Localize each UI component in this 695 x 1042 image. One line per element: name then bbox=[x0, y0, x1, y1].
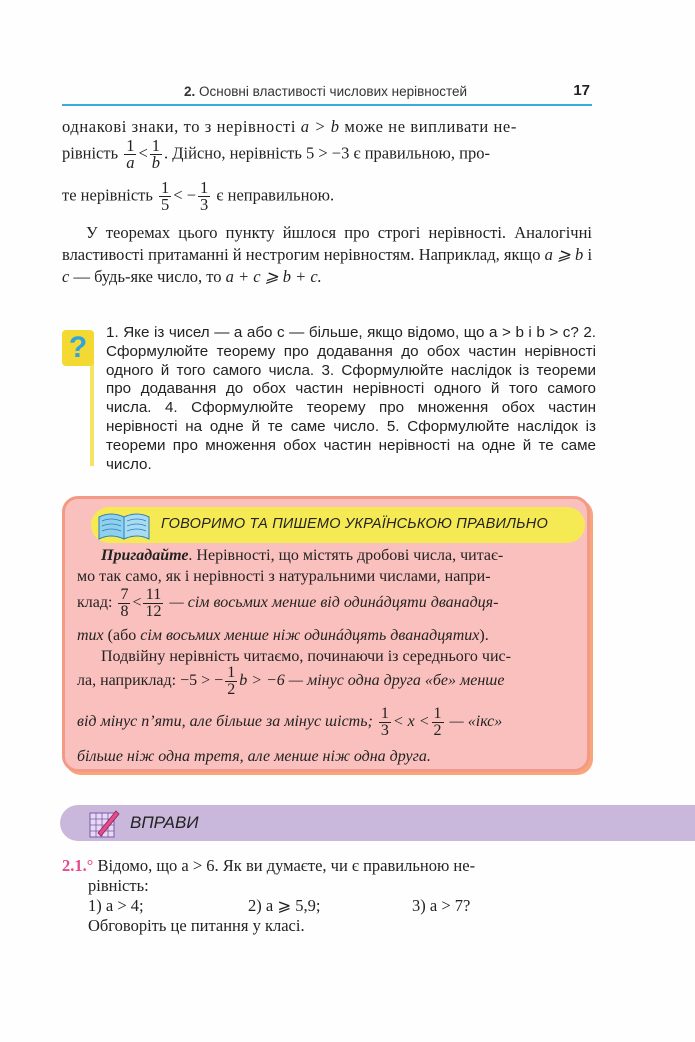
intro-paragraph-2: У теоремах цього пункту йшлося про строгі нерівності. Аналогічні властивості притаманні й нестрогим нерівностям. Наприклад, якщо a ⩾ b і c — будь-яке число, то a + c ⩾ b + c. bbox=[62, 223, 593, 286]
open-book-icon bbox=[97, 509, 151, 541]
exercise-2-1: 2.1.° Відомо, що a > 6. Як ви думаєте, чи є правильною не- bbox=[62, 856, 476, 875]
exercises-title: ВПРАВИ bbox=[130, 813, 199, 832]
page-number: 17 bbox=[573, 82, 590, 99]
option-3: 3) a > 7? bbox=[412, 896, 471, 915]
exercise-discuss: Обговоріть це питання у класі. bbox=[88, 916, 305, 935]
question-mark-icon: ? bbox=[62, 330, 94, 366]
exercise-options bbox=[88, 896, 618, 916]
section-title: 2. Основні властивості числових нерівностей bbox=[184, 84, 468, 99]
option-1: 1) a > 4; bbox=[88, 896, 144, 915]
speak-correctly-box bbox=[62, 496, 590, 772]
exercise-2-1-line-2: рівність: bbox=[88, 876, 149, 895]
intro-line-2: рівність $\frac{1}{a}$ < $\frac{1}{b}$ . Дійсно, нерівність 5 > −3 є правильною, про- bbox=[62, 136, 490, 172]
speak-line-8: більше ніж одна третя, але менше ніж одна друга. bbox=[77, 748, 431, 765]
grid-pencil-icon bbox=[88, 807, 120, 839]
speak-line-2: мо так само, як і нерівності з натуральними числами, напри- bbox=[77, 568, 491, 585]
questions-text: 1. Яке із чисел — a або c — більше, якщо відомо, що a > b і b > c? 2. Сформулюйте теорему про додавання до обох частин нерівності одного й того самого числа. 3. Сформулюйте наслідок із теореми про додавання до обох частин нерівності одного й того самого числа. 4. Сформулюйте теорему про множення обох частин нерівності на одне й те саме число. 5. Сформулюйте наслідок із теореми про множення обох частин нерівності на одне й те саме число. bbox=[106, 324, 596, 473]
speak-banner-title: ГОВОРИМО ТА ПИШЕМО УКРАЇНСЬКОЮ ПРАВИЛЬНО bbox=[161, 516, 548, 532]
speak-line-3: клад: $\frac{7}{8}$ < $\frac{11}{12}$ — сім восьмих менше від одинáдцяти дванадця- bbox=[77, 586, 499, 620]
intro-line-3: те нерівність $\frac{1}{5}$ < − $\frac{1}{3}$ є неправильною. bbox=[62, 178, 335, 214]
speak-line-7: від мінус п’яти, але більше за мінус шість; $\frac{1}{3}$ < x < $\frac{1}{2}$ — «ікс» bbox=[77, 705, 503, 739]
speak-line-4: тих (або сім восьмих менше ніж одинáдцять дванадцятих). bbox=[77, 627, 489, 644]
speak-line-1: Пригадайте. Нерівності, що містять дробові числа, читає- bbox=[101, 547, 504, 564]
speak-line-5: Подвійну нерівність читаємо, починаючи із середнього чис- bbox=[101, 648, 511, 665]
option-2: 2) a ⩾ 5,9; bbox=[248, 896, 321, 915]
speak-banner bbox=[91, 507, 585, 543]
page-header bbox=[62, 80, 592, 106]
intro-line-1: однакові знаки, то з нерівності a > b може не випливати не- bbox=[62, 117, 517, 136]
speak-line-6: ла, наприклад: −5 > − $\frac{1}{2}$ b > −6 — мінус одна друга «бе» менше bbox=[77, 664, 505, 698]
questions-block bbox=[62, 318, 602, 473]
exercises-header bbox=[60, 805, 695, 841]
